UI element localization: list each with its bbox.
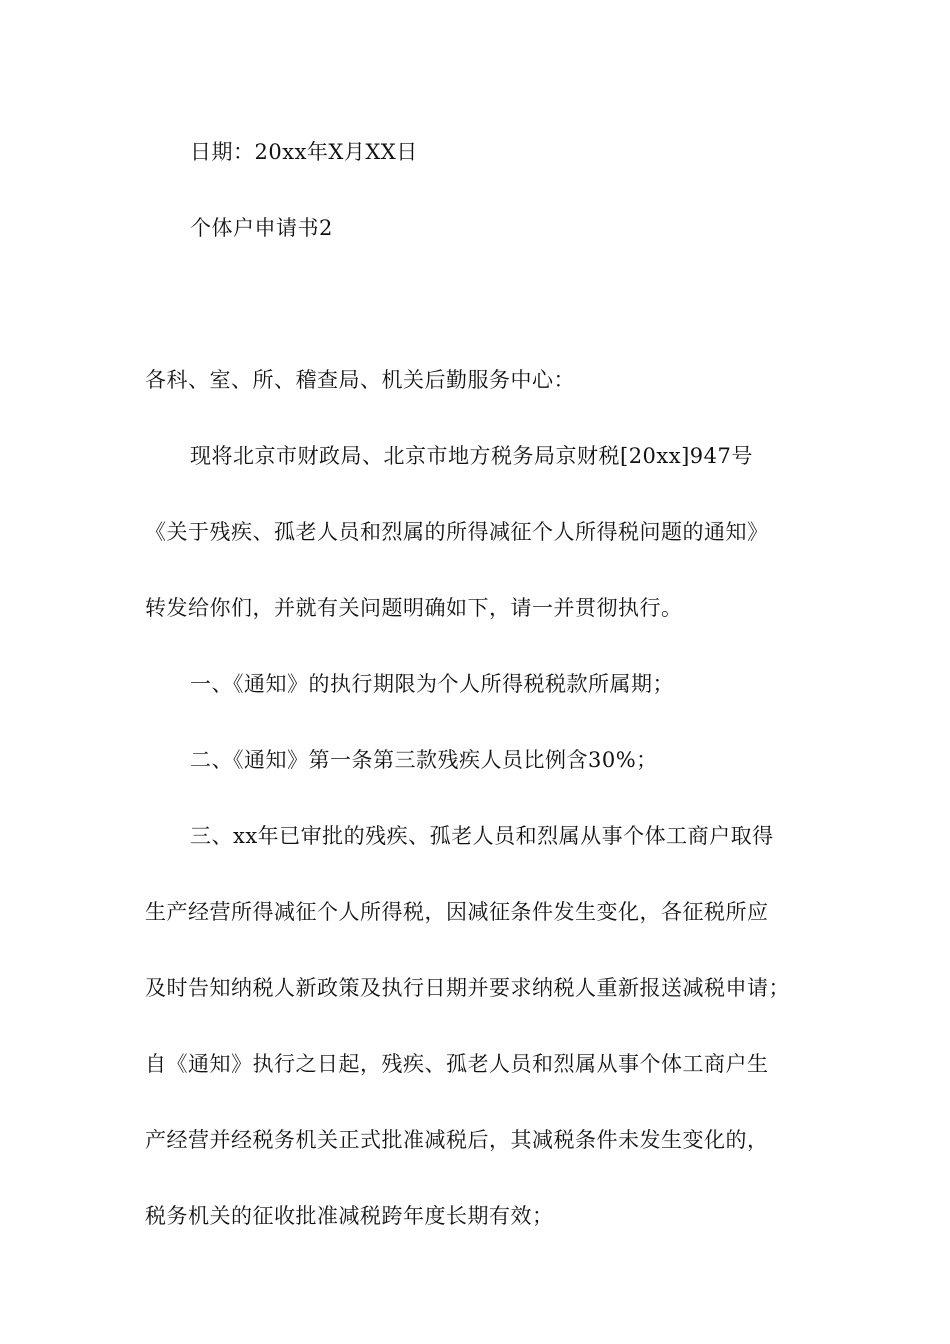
- paragraph-line: 三、xx年已审批的残疾、孤老人员和烈属从事个体工商户取得: [190, 824, 774, 848]
- paragraph-line: 自《通知》执行之日起，残疾、孤老人员和烈属从事个体工商户生: [145, 1052, 769, 1076]
- salutation: 各科、室、所、稽查局、机关后勤服务中心：: [145, 368, 575, 392]
- paragraph-line: 一、《通知》的执行期限为个人所得税税款所属期；: [190, 672, 674, 696]
- paragraph-line: 二、《通知》第一条第三款残疾人员比例含30%；: [190, 748, 658, 772]
- date-line: 日期：20xx年X月XX日: [190, 140, 418, 164]
- paragraph-line: 产经营并经税务机关正式批准减税后，其减税条件未发生变化的，: [145, 1128, 769, 1152]
- paragraph-line: 《关于残疾、孤老人员和烈属的所得减征个人所得税问题的通知》: [145, 520, 769, 544]
- paragraph-line: 转发给你们，并就有关问题明确如下，请一并贯彻执行。: [145, 596, 683, 620]
- paragraph-line: 及时告知纳税人新政策及执行日期并要求纳税人重新报送减税申请；: [145, 976, 790, 1000]
- paragraph-line: 现将北京市财政局、北京市地方税务局京财税[20xx]947号: [190, 444, 753, 468]
- paragraph-line: 税务机关的征收批准减税跨年度长期有效；: [145, 1204, 554, 1228]
- document-heading: 个体户申请书2: [190, 216, 333, 240]
- paragraph-line: 生产经营所得减征个人所得税，因减征条件发生变化，各征税所应: [145, 900, 769, 924]
